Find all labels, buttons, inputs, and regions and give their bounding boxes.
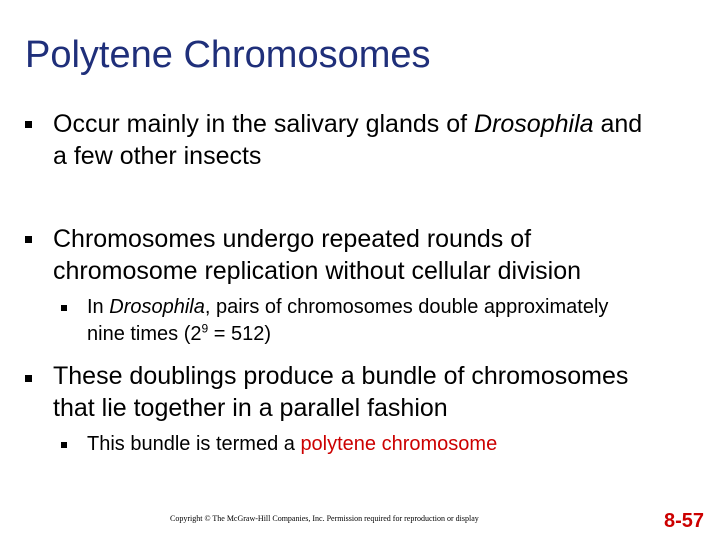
slide-number: 8-57 — [664, 510, 705, 532]
bullet-2-line2: chromosome replication without cellular division — [53, 257, 582, 285]
copyright-footer: Copyright © The McGraw-Hill Companies, Inc. Permission required for reproduction or display — [170, 514, 479, 523]
bullet-marker — [25, 121, 32, 128]
sub-bullet-2-line2: nine times $(2^9 = 512)$ — [87, 321, 272, 345]
bullet-1-line1: Occur mainly in the salivary glands of Drosophila and — [53, 110, 643, 138]
sub-bullet-marker — [61, 305, 67, 311]
highlighted-term: polytene chromosome — [300, 433, 498, 455]
bullet-1-text — [53, 108, 642, 172]
bullet-marker — [25, 375, 32, 382]
bullet-1-line2: a few other insects — [53, 142, 262, 170]
bullet-3-line2: that lie together in a parallel fashion — [53, 394, 448, 422]
sub-bullet-marker — [61, 442, 67, 448]
slide-title: Polytene Chromosomes — [25, 34, 431, 76]
bullet-2-line1: Chromosomes undergo repeated rounds of — [53, 225, 532, 253]
bullet-3-line1: These doublings produce a bundle of chromosomes — [53, 362, 629, 390]
sub-bullet-2-text — [87, 294, 608, 348]
bullet-2-text — [53, 223, 581, 287]
sub-bullet-2-line1: In Drosophila, pairs of chromosomes double approximately — [87, 296, 609, 318]
bullet-3-text — [53, 360, 628, 424]
sub-bullet-3-text: This bundle is termed a polytene chromosome — [87, 433, 498, 455]
bullet-marker — [25, 236, 32, 243]
